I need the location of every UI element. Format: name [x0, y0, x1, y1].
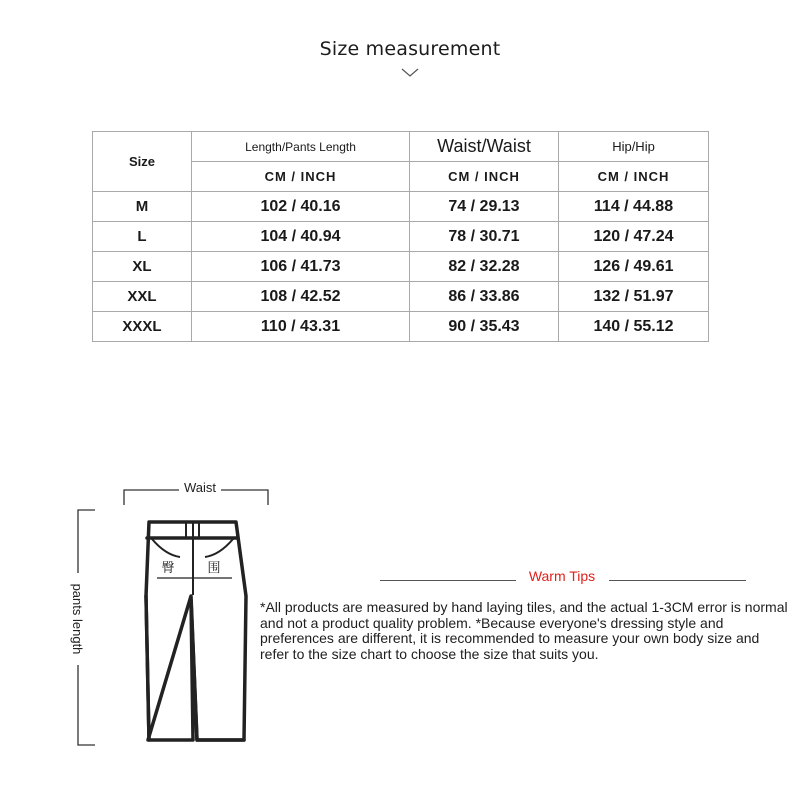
waist-cell: 74 / 29.13 — [410, 192, 559, 222]
size-cell: XXXL — [93, 312, 192, 342]
tips-divider-right — [609, 580, 746, 581]
warm-tips-text: *All products are measured by hand laying tiles, and the actual 1-3CM error is normal and not a product quality problem. *Because everyone's dressing style and preferences are different, it is recommended to measure your own body size and refer to the size chart to choose the size that suits you. — [260, 599, 788, 662]
size-cell: M — [93, 192, 192, 222]
table-row — [93, 192, 709, 222]
hip-cell: 140 / 55.12 — [559, 312, 709, 342]
unit-waist: CM / INCH — [410, 162, 559, 192]
pants-detail-lines — [152, 523, 233, 595]
table-row — [93, 252, 709, 282]
waist-cell: 82 / 32.28 — [410, 252, 559, 282]
size-cell: L — [93, 222, 192, 252]
table-row — [93, 222, 709, 252]
size-cell: XXL — [93, 282, 192, 312]
unit-hip: CM / INCH — [559, 162, 709, 192]
header-waist: Waist/Waist — [410, 132, 559, 162]
header-size: Size — [93, 132, 192, 192]
waist-label: Waist — [183, 480, 217, 495]
hip-label-right: 围 — [207, 561, 221, 576]
waist-cell: 90 / 35.43 — [410, 312, 559, 342]
pants-outline-icon — [146, 522, 246, 740]
tips-divider-left — [380, 580, 516, 581]
waist-cell: 78 / 30.71 — [410, 222, 559, 252]
header-length: Length/Pants Length — [192, 132, 410, 162]
table-row — [93, 312, 709, 342]
hip-cell: 126 / 49.61 — [559, 252, 709, 282]
header-hip: Hip/Hip — [559, 132, 709, 162]
table-header-row — [93, 132, 709, 162]
warm-tips-heading: Warm Tips — [521, 568, 603, 584]
hip-label-left: 臀 — [161, 561, 175, 576]
unit-length: CM / INCH — [192, 162, 410, 192]
page-title: Size measurement — [319, 38, 501, 60]
length-cell: 106 / 41.73 — [192, 252, 410, 282]
hip-cell: 120 / 47.24 — [559, 222, 709, 252]
hip-cell: 132 / 51.97 — [559, 282, 709, 312]
hip-cell: 114 / 44.88 — [559, 192, 709, 222]
size-cell: XL — [93, 252, 192, 282]
table-row — [93, 282, 709, 312]
length-cell: 104 / 40.94 — [192, 222, 410, 252]
length-cell: 102 / 40.16 — [192, 192, 410, 222]
size-chart-table — [92, 131, 709, 342]
length-cell: 110 / 43.31 — [192, 312, 410, 342]
chevron-down-icon — [401, 68, 419, 78]
waist-cell: 86 / 33.86 — [410, 282, 559, 312]
length-cell: 108 / 42.52 — [192, 282, 410, 312]
pants-length-label: pants length — [70, 583, 85, 655]
